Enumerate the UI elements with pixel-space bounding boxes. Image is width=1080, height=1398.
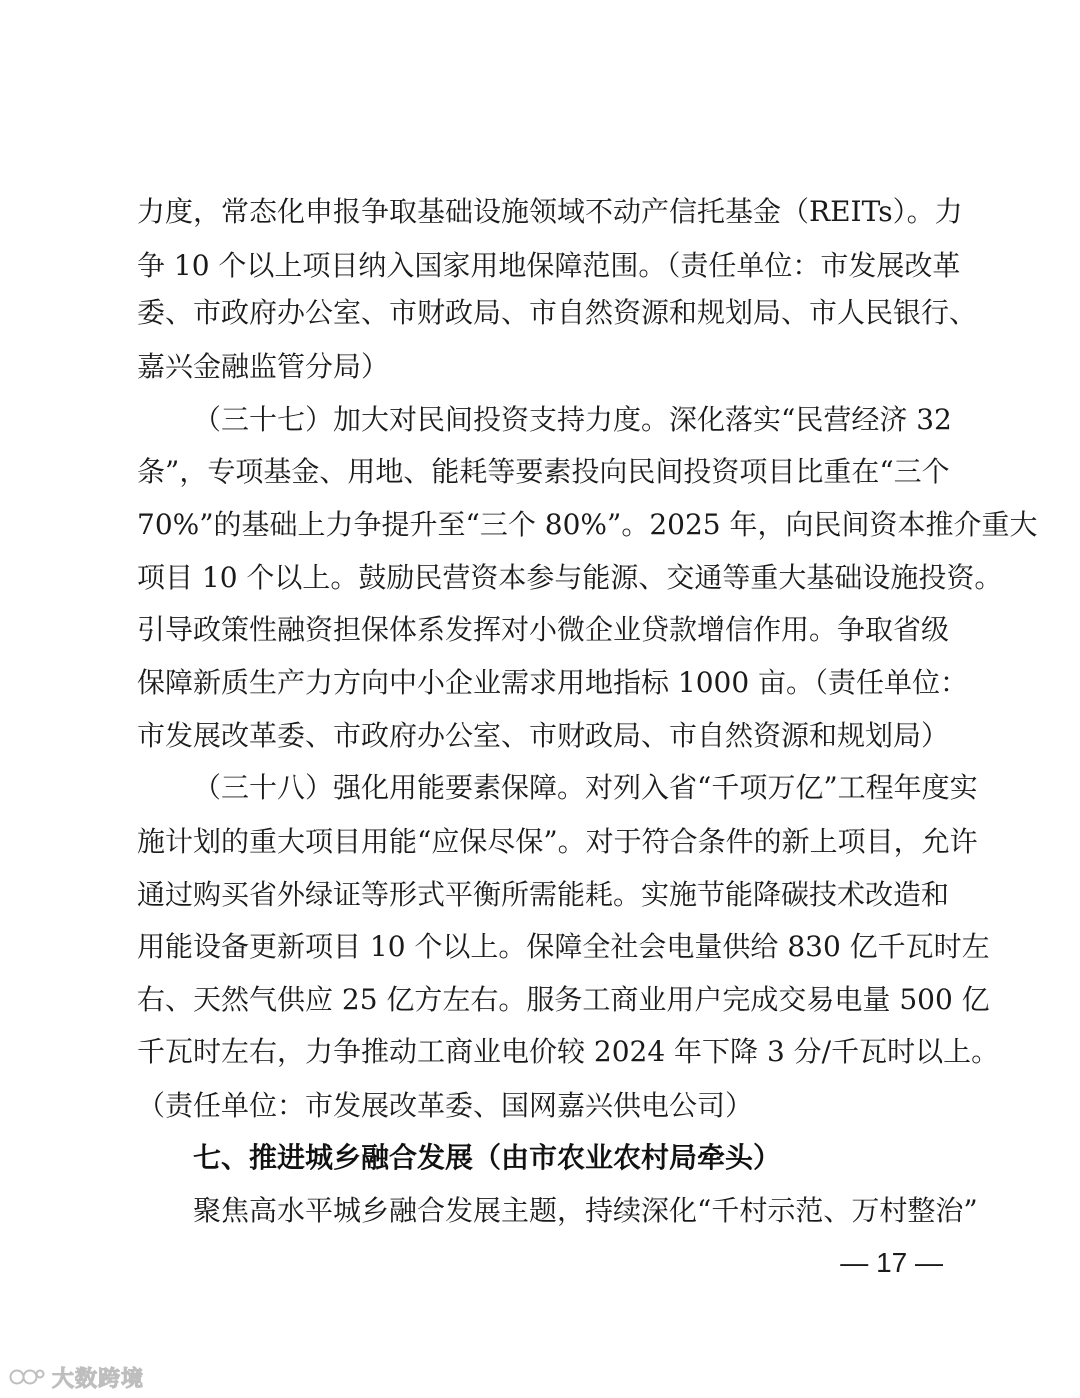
body-line: 施计划的重大项目用能“应保尽保”。对于符合条件的新上项目，允许	[137, 825, 978, 858]
body-line: 引导政策性融资担保体系发挥对小微企业贷款增信作用。争取省级	[137, 613, 950, 646]
page-number: — 17 —	[840, 1247, 943, 1278]
watermark-text: 大数跨境	[52, 1366, 145, 1392]
body-line: 70%”的基础上力争提升至“三个 80%”。2025 年，向民间资本推介重大	[137, 508, 1038, 541]
body-line: 委、市政府办公室、市财政局、市自然资源和规划局、市人民银行、	[137, 296, 978, 329]
body-line: 保障新质生产力方向中小企业需求用地指标 1000 亩。（责任单位：	[137, 666, 969, 699]
body-line: 千瓦时左右，力争推动工商业电价较 2024 年下降 3 分/千瓦时以上。	[137, 1035, 1000, 1068]
paragraph-37-first-line: （三十七）加大对民间投资支持力度。深化落实“民营经济 32	[193, 403, 952, 436]
watermark-logo-icon	[8, 1365, 46, 1389]
body-line: 条”，专项基金、用地、能耗等要素投向民间投资项目比重在“三个	[137, 455, 950, 488]
watermark	[8, 1362, 144, 1392]
body-line: 力度，常态化申报争取基础设施领域不动产信托基金（REITs）。力	[137, 195, 963, 228]
body-line: 市发展改革委、市政府办公室、市财政局、市自然资源和规划局）	[137, 719, 950, 752]
section-heading: 七、推进城乡融合发展（由市农业农村局牵头）	[193, 1141, 782, 1174]
body-line: 项目 10 个以上。鼓励民营资本参与能源、交通等重大基础设施投资。	[137, 561, 1003, 594]
body-line: 通过购买省外绿证等形式平衡所需能耗。实施节能降碳技术改造和	[137, 878, 950, 911]
section-first-line: 聚焦高水平城乡融合发展主题，持续深化“千村示范、万村整治”	[193, 1194, 978, 1227]
body-line: （责任单位：市发展改革委、国网嘉兴供电公司）	[137, 1089, 754, 1122]
paragraph-38-first-line: （三十八）强化用能要素保障。对列入省“千项万亿”工程年度实	[193, 771, 978, 804]
body-line: 嘉兴金融监管分局）	[137, 350, 390, 383]
body-line: 用能设备更新项目 10 个以上。保障全社会电量供给 830 亿千瓦时左	[137, 930, 990, 963]
body-line: 右、天然气供应 25 亿方左右。服务工商业用户完成交易电量 500 亿	[137, 983, 990, 1016]
body-line: 争 10 个以上项目纳入国家用地保障范围。（责任单位：市发展改革	[137, 249, 961, 282]
